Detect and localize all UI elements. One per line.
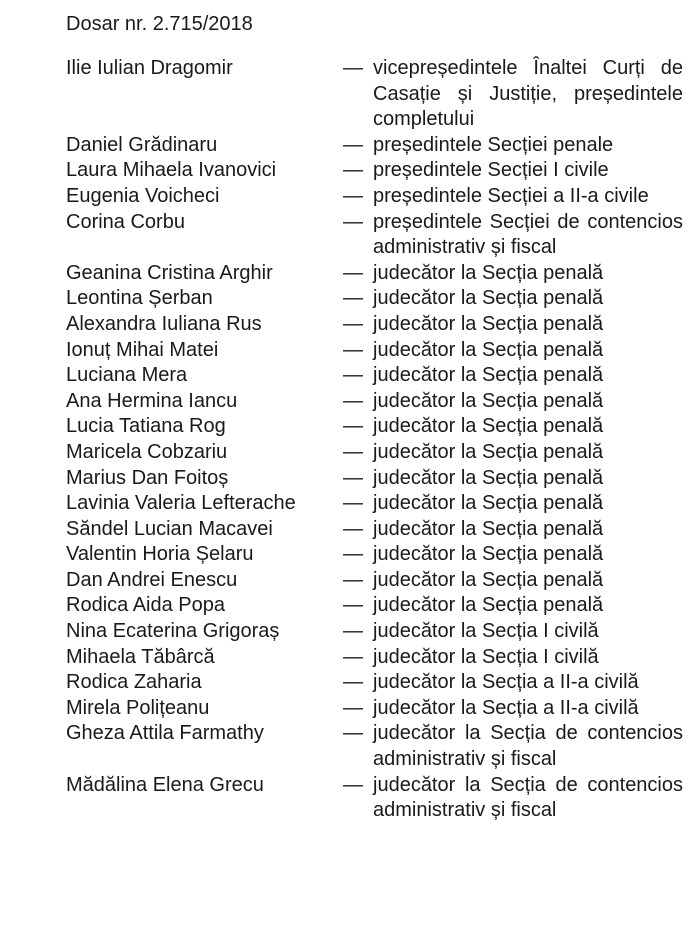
member-row bbox=[66, 696, 686, 722]
member-dash: — bbox=[343, 517, 363, 540]
member-role: judecător la Secția penală bbox=[373, 338, 604, 361]
member-row bbox=[66, 619, 686, 645]
member-dash: — bbox=[343, 568, 363, 591]
member-row bbox=[66, 261, 686, 287]
member-name: Rodica Zaharia bbox=[66, 671, 202, 694]
member-name: Rodica Aida Popa bbox=[66, 594, 226, 617]
member-dash: — bbox=[343, 261, 363, 284]
member-role: judecător la Secția I civilă bbox=[373, 620, 599, 643]
member-name: Luciana Mera bbox=[66, 364, 188, 387]
member-name: Maricela Cobzariu bbox=[66, 440, 228, 463]
member-role: președintele Secției penale bbox=[373, 133, 614, 156]
member-row bbox=[66, 568, 686, 594]
member-dash: — bbox=[343, 415, 363, 438]
member-name: Mirela Polițeanu bbox=[66, 696, 210, 719]
member-role: judecător la Secția penală bbox=[373, 261, 604, 284]
member-role: judecător la Secția penală bbox=[373, 415, 604, 438]
member-role: judecător la Secția penală bbox=[373, 364, 604, 387]
member-dash: — bbox=[343, 492, 363, 515]
member-row bbox=[66, 721, 686, 772]
member-name: Laura Mihaela Ivanovici bbox=[66, 159, 277, 182]
member-role: vicepreședintele Înaltei Curți de Casație și Justiție, președintele completului bbox=[373, 57, 683, 131]
member-row bbox=[66, 542, 686, 568]
member-dash: — bbox=[343, 389, 363, 412]
member-name: Mihaela Tăbârcă bbox=[66, 645, 215, 668]
member-row bbox=[66, 133, 686, 159]
member-dash: — bbox=[343, 338, 363, 361]
member-row bbox=[66, 158, 686, 184]
panel-members-list bbox=[66, 56, 686, 824]
member-dash: — bbox=[343, 287, 363, 310]
case-number: Dosar nr. 2.715/2018 bbox=[66, 13, 253, 35]
member-role: președintele Secției I civile bbox=[373, 159, 609, 182]
member-row bbox=[66, 184, 686, 210]
member-dash: — bbox=[343, 594, 363, 617]
member-role: judecător la Secția a II-a civilă bbox=[373, 671, 639, 694]
member-name: Ilie Iulian Dragomir bbox=[66, 57, 233, 79]
member-row bbox=[66, 593, 686, 619]
member-role: judecător la Secția penală bbox=[373, 594, 604, 617]
member-name: Nina Ecaterina Grigoraș bbox=[66, 620, 280, 643]
member-role: judecător la Secția penală bbox=[373, 466, 604, 489]
member-row bbox=[66, 645, 686, 671]
member-role: judecător la Secția de contencios administrativ și fiscal bbox=[373, 722, 683, 771]
member-name: Dan Andrei Enescu bbox=[66, 568, 238, 591]
member-dash: — bbox=[343, 696, 363, 719]
member-name: Corina Corbu bbox=[66, 210, 185, 233]
member-row bbox=[66, 466, 686, 492]
member-role: judecător la Secția de contencios administrativ și fiscal bbox=[373, 773, 683, 822]
member-dash: — bbox=[343, 133, 363, 156]
member-dash: — bbox=[343, 159, 363, 182]
member-name: Eugenia Voicheci bbox=[66, 184, 220, 207]
member-dash: — bbox=[343, 312, 363, 335]
member-name: Mădălina Elena Grecu bbox=[66, 773, 264, 796]
member-role: judecător la Secția penală bbox=[373, 389, 604, 412]
member-dash: — bbox=[343, 722, 363, 745]
member-dash: — bbox=[343, 543, 363, 566]
member-dash: — bbox=[343, 210, 363, 233]
member-name: Gheza Attila Farmathy bbox=[66, 722, 264, 745]
member-name: Ana Hermina Iancu bbox=[66, 389, 238, 412]
member-role: președintele Secției a II-a civile bbox=[373, 184, 649, 207]
member-row bbox=[66, 210, 686, 261]
member-row bbox=[66, 414, 686, 440]
member-name: Săndel Lucian Macavei bbox=[66, 517, 273, 540]
member-role: judecător la Secția penală bbox=[373, 440, 604, 463]
member-row bbox=[66, 338, 686, 364]
member-dash: — bbox=[343, 440, 363, 463]
member-role: judecător la Secția penală bbox=[373, 543, 604, 566]
member-row bbox=[66, 312, 686, 338]
member-role: judecător la Secția penală bbox=[373, 492, 604, 515]
member-dash: — bbox=[343, 466, 363, 489]
member-name: Ionuț Mihai Matei bbox=[66, 338, 219, 361]
member-row bbox=[66, 517, 686, 543]
member-dash: — bbox=[343, 773, 363, 796]
member-role: președintele Secției de contencios administrativ și fiscal bbox=[373, 210, 683, 259]
member-role: judecător la Secția a II-a civilă bbox=[373, 696, 639, 719]
member-dash: — bbox=[343, 184, 363, 207]
member-role: judecător la Secția penală bbox=[373, 287, 604, 310]
member-row bbox=[66, 363, 686, 389]
member-row bbox=[66, 286, 686, 312]
member-role: judecător la Secția I civilă bbox=[373, 645, 599, 668]
member-dash: — bbox=[343, 645, 363, 668]
member-row bbox=[66, 440, 686, 466]
member-row bbox=[66, 670, 686, 696]
member-name: Lucia Tatiana Rog bbox=[66, 415, 226, 438]
member-role: judecător la Secția penală bbox=[373, 568, 604, 591]
member-dash: — bbox=[343, 364, 363, 387]
member-name: Leontina Șerban bbox=[66, 287, 213, 310]
member-name: Daniel Grădinaru bbox=[66, 133, 218, 156]
member-row bbox=[66, 491, 686, 517]
member-name: Geanina Cristina Arghir bbox=[66, 261, 273, 284]
member-name: Valentin Horia Șelaru bbox=[66, 543, 254, 566]
member-row bbox=[66, 773, 686, 824]
member-name: Alexandra Iuliana Rus bbox=[66, 312, 262, 335]
member-row bbox=[66, 56, 686, 133]
member-dash: — bbox=[343, 671, 363, 694]
member-row bbox=[66, 389, 686, 415]
member-name: Marius Dan Foitoș bbox=[66, 466, 229, 489]
member-dash: — bbox=[343, 620, 363, 643]
member-role: judecător la Secția penală bbox=[373, 517, 604, 540]
member-role: judecător la Secția penală bbox=[373, 312, 604, 335]
member-dash: — bbox=[343, 57, 363, 79]
member-name: Lavinia Valeria Lefterache bbox=[66, 492, 296, 515]
